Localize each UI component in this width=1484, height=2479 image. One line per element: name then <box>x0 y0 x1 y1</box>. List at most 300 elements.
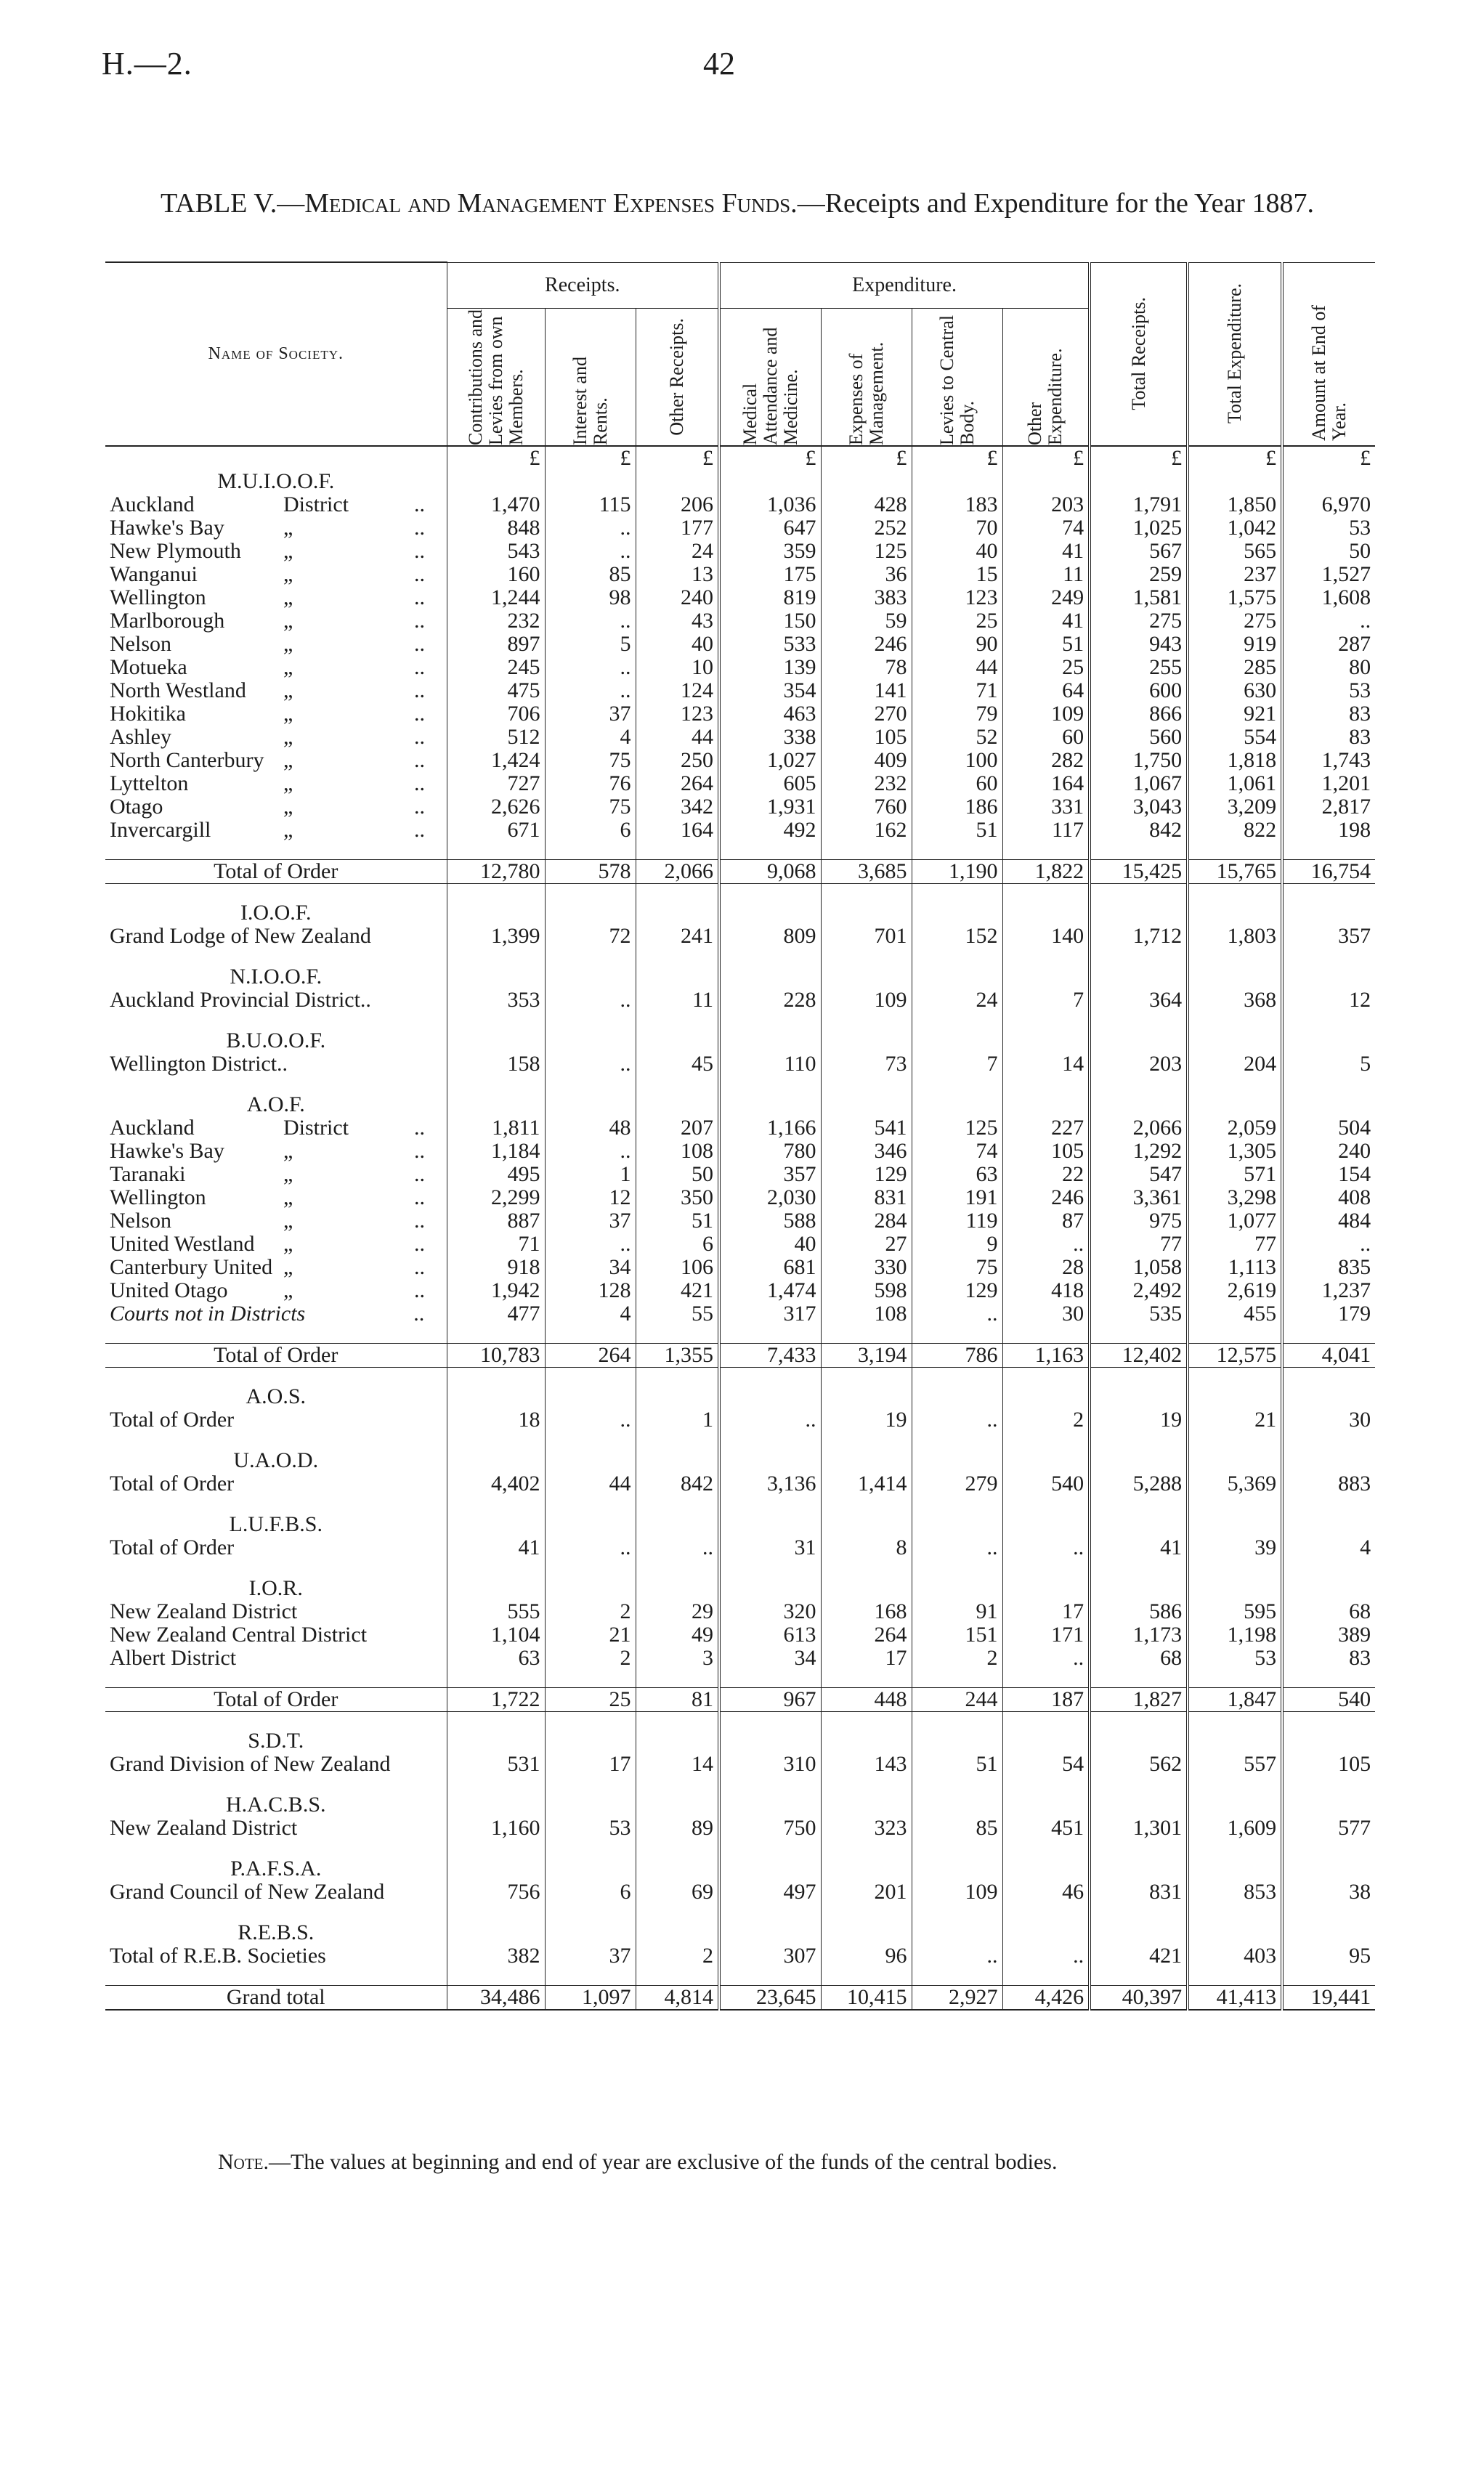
cell-value: 183 <box>912 493 1002 516</box>
cell-value: 19,441 <box>1282 1985 1375 2010</box>
cell-value: 2,066 <box>1090 1116 1188 1140</box>
cell-value: £ <box>636 446 719 470</box>
society-name-text: Courts not in Districts <box>110 1301 306 1326</box>
cell-value: 1,027 <box>719 749 821 772</box>
district-suffix: „ <box>283 724 293 749</box>
leader-dots: .. <box>414 794 425 819</box>
cell-value: 780 <box>719 1140 821 1163</box>
cell-value: 279 <box>912 1472 1002 1496</box>
cell-value: 1,581 <box>1090 586 1188 609</box>
cell-value: .. <box>545 1408 636 1432</box>
cell-value: 95 <box>1282 1944 1375 1968</box>
cell-value: 1,173 <box>1090 1623 1188 1647</box>
cell-value: 50 <box>636 1163 719 1186</box>
cell-value: 28 <box>1002 1256 1090 1279</box>
cell-value: 3,043 <box>1090 795 1188 819</box>
cell-value: 848 <box>447 516 545 540</box>
cell-value: £ <box>821 446 912 470</box>
cell-value: 350 <box>636 1186 719 1209</box>
table-row <box>105 1880 1375 1904</box>
cell-value: 125 <box>821 540 912 563</box>
cell-value: 853 <box>1188 1880 1282 1904</box>
cell-value: 1,847 <box>1188 1687 1282 1711</box>
cell-value: 9,068 <box>719 859 821 883</box>
cell-value: .. <box>1002 1944 1090 1968</box>
district-suffix: „ <box>283 1161 293 1186</box>
expenditure-header: Expenditure. <box>719 262 1090 308</box>
cell-value: 1,160 <box>447 1817 545 1840</box>
col-header-total-receipts: Total Receipts. <box>1090 262 1188 446</box>
leader-dots: .. <box>414 724 425 749</box>
cell-value: 1,470 <box>447 493 545 516</box>
district-suffix: „ <box>283 794 293 819</box>
leader-dots: .. <box>414 515 425 540</box>
cell-value: 887 <box>447 1209 545 1233</box>
cell-value: 484 <box>1282 1209 1375 1233</box>
total-row <box>105 1687 1375 1711</box>
cell-value: .. <box>545 1052 636 1076</box>
main-table <box>105 261 1375 2011</box>
society-name: L.U.F.B.S. <box>229 1512 323 1536</box>
cell-value: 819 <box>719 586 821 609</box>
cell-value: £ <box>1002 446 1090 470</box>
cell-value: 152 <box>912 925 1002 948</box>
table-row <box>105 1140 1375 1163</box>
cell-value: 123 <box>912 586 1002 609</box>
cell-value: 346 <box>821 1140 912 1163</box>
cell-value: 164 <box>1002 772 1090 795</box>
cell-value: 87 <box>1002 1209 1090 1233</box>
cell-value: 30 <box>1282 1408 1375 1432</box>
cell-value: 41 <box>1090 1536 1188 1559</box>
col-header-management: Expenses of Management. <box>821 308 912 446</box>
col-header-contributions: Contributions and Levies from own Members. <box>447 308 545 446</box>
cell-value: 264 <box>636 772 719 795</box>
society-name: U.A.O.D. <box>233 1448 319 1472</box>
table-row <box>105 1817 1375 1840</box>
title-smallcaps: Medical and Management Expenses Funds. <box>304 188 798 219</box>
cell-value: 4,814 <box>636 1985 719 2010</box>
cell-value: 275 <box>1188 609 1282 633</box>
table-row <box>105 563 1375 586</box>
cell-value: 83 <box>1282 702 1375 726</box>
leader-dots: .. <box>414 1138 425 1163</box>
cell-value: 354 <box>719 679 821 702</box>
society-name <box>105 540 447 563</box>
cell-value: 897 <box>447 633 545 656</box>
cell-value: 475 <box>447 679 545 702</box>
spacer-row <box>105 948 1375 965</box>
district-suffix: „ <box>283 678 293 702</box>
cell-value: 90 <box>912 633 1002 656</box>
society-name <box>105 1326 447 1344</box>
spacer-row <box>105 1012 1375 1029</box>
cell-value: 1,067 <box>1090 772 1188 795</box>
cell-value: 1,097 <box>545 1985 636 2010</box>
cell-value: 24 <box>912 989 1002 1012</box>
cell-value: 323 <box>821 1817 912 1840</box>
cell-value: 5,288 <box>1090 1472 1188 1496</box>
cell-value: 25 <box>912 609 1002 633</box>
cell-value: 541 <box>821 1116 912 1140</box>
table-row <box>105 540 1375 563</box>
cell-value: 919 <box>1188 633 1282 656</box>
section-heading <box>105 470 1375 493</box>
cell-value: 36 <box>821 563 912 586</box>
leader-dots: .. <box>414 1254 425 1279</box>
cell-value: 307 <box>719 1944 821 1968</box>
cell-value: 463 <box>719 702 821 726</box>
cell-value: 562 <box>1090 1753 1188 1776</box>
cell-value: 1,184 <box>447 1140 545 1163</box>
leader-dots: .. <box>414 1231 425 1256</box>
cell-value: 12 <box>545 1186 636 1209</box>
cell-value: 123 <box>636 702 719 726</box>
section-heading <box>105 1921 1375 1944</box>
title-part2: —Receipts and Expenditure for the Year 1887. <box>797 188 1314 219</box>
district-suffix: „ <box>283 771 293 795</box>
cell-value: 1,743 <box>1282 749 1375 772</box>
table-row <box>105 819 1375 842</box>
spacer-row <box>105 1670 1375 1688</box>
cell-value: 7,433 <box>719 1343 821 1367</box>
cell-value: 206 <box>636 493 719 516</box>
leader-dots: .. <box>414 1115 425 1140</box>
cell-value: 571 <box>1188 1163 1282 1186</box>
cell-value: 237 <box>1188 563 1282 586</box>
cell-value: 613 <box>719 1623 821 1647</box>
cell-value: 34,486 <box>447 1985 545 2010</box>
cell-value: 246 <box>1002 1186 1090 1209</box>
cell-value: 282 <box>1002 749 1090 772</box>
society-name <box>105 1968 447 1986</box>
cell-value: 227 <box>1002 1116 1090 1140</box>
district-suffix: „ <box>283 1208 293 1233</box>
society-name: P.A.F.S.A. <box>230 1856 322 1880</box>
cell-value: 555 <box>447 1600 545 1623</box>
cell-value: .. <box>545 516 636 540</box>
society-name: N.I.O.O.F. <box>230 964 323 989</box>
cell-value: 331 <box>1002 795 1090 819</box>
cell-value: 3,361 <box>1090 1186 1188 1209</box>
section-heading <box>105 1793 1375 1817</box>
cell-value: 110 <box>719 1052 821 1076</box>
cell-value: 17 <box>1002 1600 1090 1623</box>
society-name <box>105 1776 447 1793</box>
cell-value: 1,042 <box>1188 516 1282 540</box>
society-name: A.O.S. <box>246 1384 306 1408</box>
cell-value: 368 <box>1188 989 1282 1012</box>
leader-dots: .. <box>414 1278 425 1302</box>
society-name-text: United Otago <box>110 1278 228 1302</box>
name-of-society-header: Name of Society. <box>105 262 447 446</box>
cell-value: 5,369 <box>1188 1472 1282 1496</box>
cell-value: 866 <box>1090 702 1188 726</box>
cell-value: 310 <box>719 1753 821 1776</box>
cell-value: 83 <box>1282 1647 1375 1670</box>
cell-value: 1,244 <box>447 586 545 609</box>
leader-dots: .. <box>414 561 425 586</box>
cell-value: 68 <box>1090 1647 1188 1670</box>
cell-value: 409 <box>821 749 912 772</box>
cell-value: 14 <box>1002 1052 1090 1076</box>
district-suffix: „ <box>283 631 293 656</box>
cell-value: 4,402 <box>447 1472 545 1496</box>
cell-value: .. <box>545 540 636 563</box>
district-suffix: „ <box>283 585 293 609</box>
receipts-header: Receipts. <box>447 262 719 308</box>
cell-value: 3,136 <box>719 1472 821 1496</box>
cell-value: 89 <box>636 1817 719 1840</box>
cell-value: 69 <box>636 1880 719 1904</box>
cell-value: 1,025 <box>1090 516 1188 540</box>
cell-value: 43 <box>636 609 719 633</box>
cell-value: 50 <box>1282 540 1375 563</box>
cell-value: 492 <box>719 819 821 842</box>
cell-value: 76 <box>545 772 636 795</box>
cell-value: 15,425 <box>1090 859 1188 883</box>
table-row <box>105 1536 1375 1559</box>
cell-value: 264 <box>821 1623 912 1647</box>
society-name <box>105 656 447 679</box>
cell-value: 164 <box>636 819 719 842</box>
cell-value: 240 <box>1282 1140 1375 1163</box>
cell-value: 83 <box>1282 726 1375 749</box>
cell-value: 451 <box>1002 1817 1090 1840</box>
society-name <box>105 1904 447 1921</box>
cell-value: 74 <box>912 1140 1002 1163</box>
cell-value: 809 <box>719 925 821 948</box>
leader-dots: .. <box>414 1208 425 1233</box>
cell-value: 14 <box>636 1753 719 1776</box>
cell-value: 17 <box>545 1753 636 1776</box>
cell-value: 4 <box>1282 1536 1375 1559</box>
page-number: 42 <box>703 46 735 81</box>
cell-value: 495 <box>447 1163 545 1186</box>
cell-value: 287 <box>1282 633 1375 656</box>
cell-value: 1,104 <box>447 1623 545 1647</box>
cell-value: 1,301 <box>1090 1817 1188 1840</box>
cell-value: 207 <box>636 1116 719 1140</box>
cell-value: 967 <box>719 1687 821 1711</box>
cell-value: 1,355 <box>636 1343 719 1367</box>
district-suffix: „ <box>283 608 293 633</box>
cell-value: 198 <box>1282 819 1375 842</box>
cell-value: 37 <box>545 1209 636 1233</box>
society-name: Auckland Provincial District.. <box>110 987 371 1012</box>
cell-value: 51 <box>912 819 1002 842</box>
cell-value: .. <box>545 1233 636 1256</box>
cell-value: 921 <box>1188 702 1282 726</box>
cell-value: 2 <box>545 1647 636 1670</box>
cell-value: 1,575 <box>1188 586 1282 609</box>
cell-value: 605 <box>719 772 821 795</box>
leader-dots: .. <box>414 678 425 702</box>
cell-value: 270 <box>821 702 912 726</box>
table-row <box>105 989 1375 1012</box>
cell-value: 40 <box>636 633 719 656</box>
cell-value: 68 <box>1282 1600 1375 1623</box>
cell-value: 63 <box>447 1647 545 1670</box>
cell-value: 2,817 <box>1282 795 1375 819</box>
cell-value: 252 <box>821 516 912 540</box>
cell-value: 162 <box>821 819 912 842</box>
cell-value: 37 <box>545 1944 636 1968</box>
header-code: H.—2. <box>102 46 192 81</box>
society-name-text: Wellington <box>110 1185 206 1209</box>
cell-value: 119 <box>912 1209 1002 1233</box>
cell-value: 421 <box>636 1279 719 1302</box>
title-part1: TABLE V.— <box>161 188 305 219</box>
cell-value: 557 <box>1188 1753 1282 1776</box>
society-name: Total of Order <box>110 1407 235 1432</box>
cell-value: 18 <box>447 1408 545 1432</box>
society-name <box>105 1302 447 1326</box>
table-row <box>105 1600 1375 1623</box>
cell-value: 727 <box>447 772 545 795</box>
cell-value: 11 <box>1002 563 1090 586</box>
cell-value: 543 <box>447 540 545 563</box>
footnote <box>218 2150 1057 2175</box>
cell-value: 150 <box>719 609 821 633</box>
leader-dots: .. <box>414 585 425 609</box>
cell-value: 497 <box>719 1880 821 1904</box>
cell-value: 1,811 <box>447 1116 545 1140</box>
col-header-levies-central: Levies to Central Body. <box>912 308 1002 446</box>
cell-value: 842 <box>1090 819 1188 842</box>
table-row <box>105 1186 1375 1209</box>
leader-dots: .. <box>414 1185 425 1209</box>
table-row <box>105 1233 1375 1256</box>
cell-value: 37 <box>545 702 636 726</box>
table-row <box>105 1647 1375 1670</box>
society-name-text: New Plymouth <box>110 538 241 563</box>
cell-value: 158 <box>447 1052 545 1076</box>
society-name: Total of Order <box>110 1471 235 1496</box>
cell-value: 2,927 <box>912 1985 1002 2010</box>
cell-value: 13 <box>636 563 719 586</box>
society-name <box>105 1140 447 1163</box>
society-name <box>105 633 447 656</box>
cell-value: 455 <box>1188 1302 1282 1326</box>
table-row <box>105 795 1375 819</box>
table-row <box>105 1209 1375 1233</box>
cell-value: 567 <box>1090 540 1188 563</box>
cell-value: 21 <box>545 1623 636 1647</box>
cell-value: 51 <box>912 1753 1002 1776</box>
leader-dots: .. <box>414 1301 425 1326</box>
cell-value: 560 <box>1090 726 1188 749</box>
cell-value: 357 <box>1282 925 1375 948</box>
cell-value: 600 <box>1090 679 1188 702</box>
cell-value: 1,113 <box>1188 1256 1282 1279</box>
spacer-row <box>105 1326 1375 1344</box>
cell-value: 21 <box>1188 1408 1282 1432</box>
cell-value: 186 <box>912 795 1002 819</box>
society-name: I.O.R. <box>248 1575 303 1600</box>
society-name: Total of R.E.B. Societies <box>110 1943 326 1968</box>
society-name <box>105 1367 447 1385</box>
cell-value: 760 <box>821 795 912 819</box>
cell-value: .. <box>912 1944 1002 1968</box>
cell-value: £ <box>719 446 821 470</box>
cell-value: 44 <box>912 656 1002 679</box>
spacer-row <box>105 842 1375 860</box>
cell-value: 259 <box>1090 563 1188 586</box>
table-row <box>105 1944 1375 1968</box>
society-name <box>105 726 447 749</box>
cell-value: 1,163 <box>1002 1343 1090 1367</box>
society-name: H.A.C.B.S. <box>225 1792 326 1817</box>
spacer-row <box>105 1496 1375 1513</box>
society-name: Grand Council of New Zealand <box>110 1879 385 1904</box>
cell-value: 204 <box>1188 1052 1282 1076</box>
cell-value: .. <box>545 656 636 679</box>
leader-dots: .. <box>414 817 425 842</box>
cell-value: 1,399 <box>447 925 545 948</box>
cell-value: 512 <box>447 726 545 749</box>
society-name <box>105 1233 447 1256</box>
district-suffix: „ <box>283 654 293 679</box>
table-row <box>105 1753 1375 1776</box>
cell-value: 3,194 <box>821 1343 912 1367</box>
cell-value: 547 <box>1090 1163 1188 1186</box>
society-name-text: Hawke's Bay <box>110 515 224 540</box>
society-name <box>105 702 447 726</box>
cell-value: 418 <box>1002 1279 1090 1302</box>
district-suffix: „ <box>283 747 293 772</box>
society-name <box>105 516 447 540</box>
spacer-row <box>105 1711 1375 1729</box>
cell-value: 428 <box>821 493 912 516</box>
cell-value: 12,402 <box>1090 1343 1188 1367</box>
cell-value: 53 <box>1188 1647 1282 1670</box>
section-heading <box>105 1513 1375 1536</box>
cell-value: 1 <box>545 1163 636 1186</box>
leader-dots: .. <box>414 631 425 656</box>
cell-value: 23,645 <box>719 1985 821 2010</box>
cell-value: 74 <box>1002 516 1090 540</box>
cell-value: 357 <box>719 1163 821 1186</box>
society-name <box>105 795 447 819</box>
society-name: I.O.O.F. <box>240 900 312 925</box>
cell-value: 2,030 <box>719 1186 821 1209</box>
cell-value: 5 <box>545 633 636 656</box>
cell-value: 284 <box>821 1209 912 1233</box>
cell-value: 1,609 <box>1188 1817 1282 1840</box>
cell-value: 3,685 <box>821 859 912 883</box>
cell-value: 40 <box>719 1233 821 1256</box>
cell-value: 75 <box>545 749 636 772</box>
cell-value: 504 <box>1282 1116 1375 1140</box>
cell-value: 822 <box>1188 819 1282 842</box>
society-name <box>105 1279 447 1302</box>
cell-value: .. <box>1002 1233 1090 1256</box>
society-name <box>105 772 447 795</box>
cell-value: 25 <box>545 1687 636 1711</box>
cell-value: .. <box>636 1536 719 1559</box>
cell-value: 477 <box>447 1302 545 1326</box>
cell-value: 4 <box>545 1302 636 1326</box>
cell-value: 228 <box>719 989 821 1012</box>
district-suffix: „ <box>283 561 293 586</box>
leader-dots: .. <box>414 608 425 633</box>
cell-value: 15,765 <box>1188 859 1282 883</box>
cell-value: 535 <box>1090 1302 1188 1326</box>
society-name: Total of Order <box>110 1535 235 1559</box>
cell-value: 1,166 <box>719 1116 821 1140</box>
cell-value: 108 <box>636 1140 719 1163</box>
